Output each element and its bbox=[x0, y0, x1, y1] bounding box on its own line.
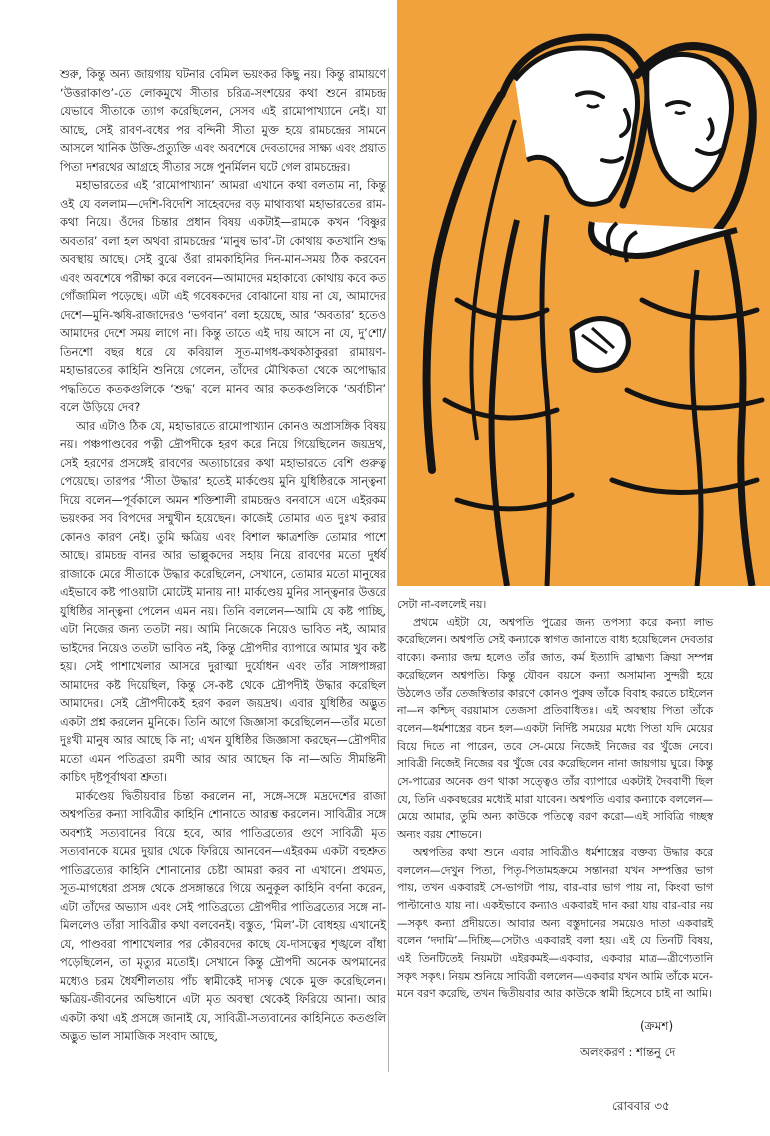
magazine-name: রোববার bbox=[612, 1099, 651, 1113]
paragraph: আর এটাও ঠিক যে, মহাভারতে রামোপাখ্যান কোনও অপ্রাসঙ্গিক বিষয় নয়। পঞ্চপাণ্ডবের পত্নী দ্রৌপদীকে হরণ করে নিয়ে গিয়েছিলেন জয়দ্রথ, সেই হরণের প্রসঙ্গেই রাবণের অত্যাচারের কথা মহাভারতে বেশি গুরুত্ব পেয়েছে। তারপর ‘সীতা উদ্ধার’ হতেই মার্কণ্ডেয় মুনি যুধিষ্ঠিরকে সান্ত্বনা দিয়ে বলেন—পূর্বকালে অমন শক্তিশালী রামচন্দ্রও বনবাসে এসে এইরকম ভয়ংকর সব বিপদের সম্মুখীন হয়েছেন। কাজেই তোমার এত দুঃখ করার কোনও কারণ নেই। তুমি ক্ষত্রিয় এবং বিশাল ক্ষাত্রশক্তি তোমার পাশে আছে। রামচন্দ্র বানর আর ভাল্লুকদের সহায় নিয়ে রাবণের মতো দুর্ধর্ষ রাজাকে মেরে সীতাকে উদ্ধার করেছিলেন, সেখানে, তোমার মতো মানুষের এইভাবে কষ্ট পাওয়াটা মোটেই মানায় না! মার্কণ্ডেয় মুনির সান্ত্বনার উত্তরে যুধিষ্ঠির সান্ত্বনা পেলেন এমন নয়। তিনি বললেন—আমি যে কষ্ট পাচ্ছি, এটা নিজের জন্য ততটা নয়। আমি নিজেকে নিয়েও ভাবিত নই, আমার ভাইদের নিয়েও ততটা ভাবিত নই, কিন্তু দ্রৌপদীর ব্যাপারে আমার খুব কষ্ট হয়। সেই পাশাখেলার আসরে দুরাত্মা দুর্যোধন এবং তাঁর সাঙ্গপাঙ্গরা আমাদের কষ্ট দিয়েছিল, কিন্তু সে-কষ্ট থেকে দ্রৌপদীই উদ্ধার করেছিল আমাদের। সেই দ্রৌপদীকেই হরণ করল জয়দ্রথ। এবার যুধিষ্ঠির অদ্ভুত একটা প্রশ্ন করলেন মুনিকে। তিনি আগে জিজ্ঞাসা করেছিলেন—তাঁর মতো দুঃখী মানুষ আর আছে কি না; এখন যুধিষ্ঠির জিজ্ঞাসা করছেন—দ্রৌপদীর মতো এমন পতিব্রতা রমণী আর আর আছেন কি না—অতি সীমন্তিনী কাচিৎ দৃষ্টপূর্বাথবা শ্রুতা। bbox=[60, 419, 386, 784]
page-number: ৩৫ bbox=[654, 1099, 670, 1113]
paragraph: সেটা না-বললেই নয়। bbox=[397, 598, 487, 611]
paragraph: প্রথমে এইটা যে, অশ্বপতি পুত্রের জন্য তপস্যা করে কন্যা লাভ করেছিলেন। অশ্বপতি সেই কন্যাকে স্বাগত জানাতে বাধ্য হয়েছিলেন দেবতার বাক্যে। কন্যার জন্ম হলেও তাঁর জাত, কর্ম ইত্যাদি ব্রাহ্মণ্য ক্রিয়া সম্পন্ন করেছিলেন অশ্বপতি। কিন্তু যৌবন বয়সে কন্যা অসামান্য সুন্দরী হয়ে উঠলেও তাঁর তেজস্বিতার কারণে কোনও পুরুষ তাঁকে বিবাহ করতে চাইলেন না—ন কশ্চিদ্ বরয়ামাস তেজসা প্রতিবাধিতঃ। এই অবস্থায় পিতা তাঁকে বলেন—ধর্মশাস্ত্রের বচন হল—একটা নির্দিষ্ট সময়ের মধ্যে পিতা যদি মেয়ের বিয়ে দিতে না পারেন, তবে সে-মেয়ে নিজেই নিজের বর খুঁজে নেবে। সাবিত্রী নিজেই নিজের বর খুঁজে বের করেছিলেন নানা জায়গায় ঘুরে। কিন্তু সে-পাত্রের অনেক গুণ থাকা সত্ত্বেও তাঁর ব্যাপারে একটাই দৈববাণী ছিল যে, তিনি একবছরের মধ্যেই মারা যাবেন। অশ্বপতি এবার কন্যাকে বললেন—মেয়ে আমার, তুমি অন্য কাউকে পতিত্বে বরণ করো—এই সাবিত্রি গচ্ছস্ব অন্যং বরয় শোভনে। bbox=[397, 615, 713, 842]
paragraph: অশ্বপতির কথা শুনে এবার সাবিত্রীও ধর্মশাস্ত্রের বক্তব্য উদ্ধার করে বললেন—দেখুন পিতা, পিতৃ-পিতামহক্রমে সন্তানরা যখন সম্পত্তির ভাগ পায়, তখন একবারই সে-ভাগটা পায়, বার-বার ভাগ পায় না, কিংবা ভাগ পাল্টানোও যায় না। একইভাবে কন্যাও একবারই দান করা যায় বার-বার নয়—সকৃৎ কন্যা প্রদীয়তে। আবার অন্য বস্তুদানের সময়েও দাতা একবারই বলেন ‘দদামি’—দিচ্ছি—সেটাও একবারই বলা হয়। এই যে তিনটি বিষয়, এই তিনটিতেই নিয়মটা এইরকমই—একবার, একবার মাত্র—ত্রীণ্যেতানি সকৃৎ সকৃৎ। নিয়ম শুনিয়ে সাবিত্রী বললেন—একবার যখন আমি তাঁকে মনে-মনে বরণ করেছি, তখন দ্বিতীয়বার আর কাউকে স্বামী হিসেবে চাই না আমি। bbox=[397, 845, 713, 1001]
paragraph: মার্কণ্ডেয় দ্বিতীয়বার চিন্তা করলেন না, সঙ্গে-সঙ্গে মদ্রদেশের রাজা অশ্বপতির কন্যা সাবিত্রীর কাহিনি শোনাতে আরম্ভ করলেন। সাবিত্রীর সঙ্গে অবশ্যই সত্যবানের বিয়ে হবে, আর পাতিব্রত্যের গুণে সাবিত্রী মৃত সত্যবানকে যমের দুয়ার থেকে ফিরিয়ে আনবেন—এইরকম একটা বহুশ্রুত পাতিব্রত্যের কাহিনি শোনানোর চেষ্টা আমরা করব না এখানে। প্রথমত, সূত-মাগধেরা প্রসঙ্গ থেকে প্রসঙ্গান্তরে গিয়ে অনুকূল কাহিনি বর্ণনা করেন, এটা তাঁদের অভ্যাস এবং সেই পাতিব্রত্যে দ্রৌপদীর পাতিব্রত্যের সঙ্গে না-মিললেও তাঁরা সাবিত্রীর কথা বলবেনই। বস্তুত, ‘মিল’-টা বোধহয় এখানেই যে, পাণ্ডবরা পাশাখেলার পর কৌরবদের কাছে যে-দাসত্বের শৃঙ্খলে বাঁধা পড়েছিলেন, তা মৃত্যুর মতোই। সেখানে কিন্তু দ্রৌপদী অনেক অপমানের মধ্যেও চরম ধৈর্যশীলতায় পাঁচ স্বামীকেই দাসত্ব থেকে মুক্ত করেছিলেন। ক্ষত্রিয়-জীবনের অভিধানে এটা মৃত অবস্থা থেকেই ফিরিয়ে আনা। আর একটা কথা এই প্রসঙ্গে জানাই যে, সাবিত্রী-সত্যবানের কাহিনিতে কতগুলি অদ্ভুত ভাল সামাজিক সংবাদ আছে, bbox=[60, 789, 386, 1043]
page-footer bbox=[612, 1098, 670, 1118]
to-be-continued: (ক্রমশ) bbox=[640, 1019, 674, 1033]
article-illustration bbox=[397, 0, 770, 586]
paragraph: শুরু, কিন্তু অন্য জায়গায় ঘটনার বেমিল ভয়ংকর কিছু নয়। কিন্তু রামায়ণে ‘উত্তরাকাণ্ড’-তে লোকমুখে সীতার চরিত্র-সংশয়ের কথা শুনে রামচন্দ্র যেভাবে সীতাকে ত্যাগ করেছিলেন, সেসব এই রামোপাখ্যানে নেই। যা আছে, সেই রাবণ-বধের পর বন্দিনী সীতা মুক্ত হয়ে রামচন্দ্রের সামনে আসলে খানিক উক্তি-প্রত্যুক্তি এবং অবশেষে দেবতাদের সাক্ষ্য এবং প্রয়াত পিতা দশরথের আগ্রহে সীতার সঙ্গে পুনর্মিলন ঘটে গেল রামচন্দ্রের। bbox=[60, 68, 386, 174]
two-women-brush-illustration bbox=[397, 0, 770, 586]
illustration-credit: অলংকরণ : শান্তনু দে bbox=[580, 1045, 676, 1059]
paragraph: মহাভারতের এই ‘রামোপাখ্যান’ আমরা এখানে কথা বলতাম না, কিন্তু ওই যে বললাম—দেশি-বিদেশি সাহেবদের বড় মাথাব্যথা মহাভারতের রাম-কথা নিয়ে। ওঁদের চিন্তার প্রধান বিষয় একটাই—রামকে কখন ‘বিষ্ণুর অবতার’ বলা হল অথবা রামচন্দ্রের ‘মানুষ ভাব’-টা কোথায় কতখানি শুদ্ধ অবস্থায় আছে। সেই বুঝে ওঁরা রামকাহিনির দিন-মান-সময় ঠিক করবেন এবং অবশেষে পরীক্ষা করে বলবেন—আমাদের মহাকাব্যে কোথায় কবে কত গোঁজামিল পড়েছে। এটা এই গবেষকদের বোঝানো যায় না যে, আমাদের দেশে—মুনি-ঋষি-রাজাদেরও ‘ভগবান’ বলা হয়েছে, আর ‘অবতার’ হতেও আমাদের দেশে সময় লাগে না। কিন্তু তাতে এই দায় আসে না যে, দু’শো/তিনশো বছর ধরে যে কবিয়াল সূত-মাগধ-কথকঠাকুররা রামায়ণ-মহাভারতের কাহিনি শুনিয়ে গেলেন, তাঁদের মৌখিকতা থেকে অপোদ্ধার পদ্ধতিতে কতকগুলিকে ‘শুদ্ধ’ বলে মানব আর কতকগুলিকে ‘অর্বাচীন’ বলে উড়িয়ে দেব? bbox=[60, 179, 386, 414]
column-divider bbox=[388, 68, 389, 1072]
article-left-column bbox=[60, 66, 386, 1047]
article-right-column bbox=[397, 596, 713, 1003]
